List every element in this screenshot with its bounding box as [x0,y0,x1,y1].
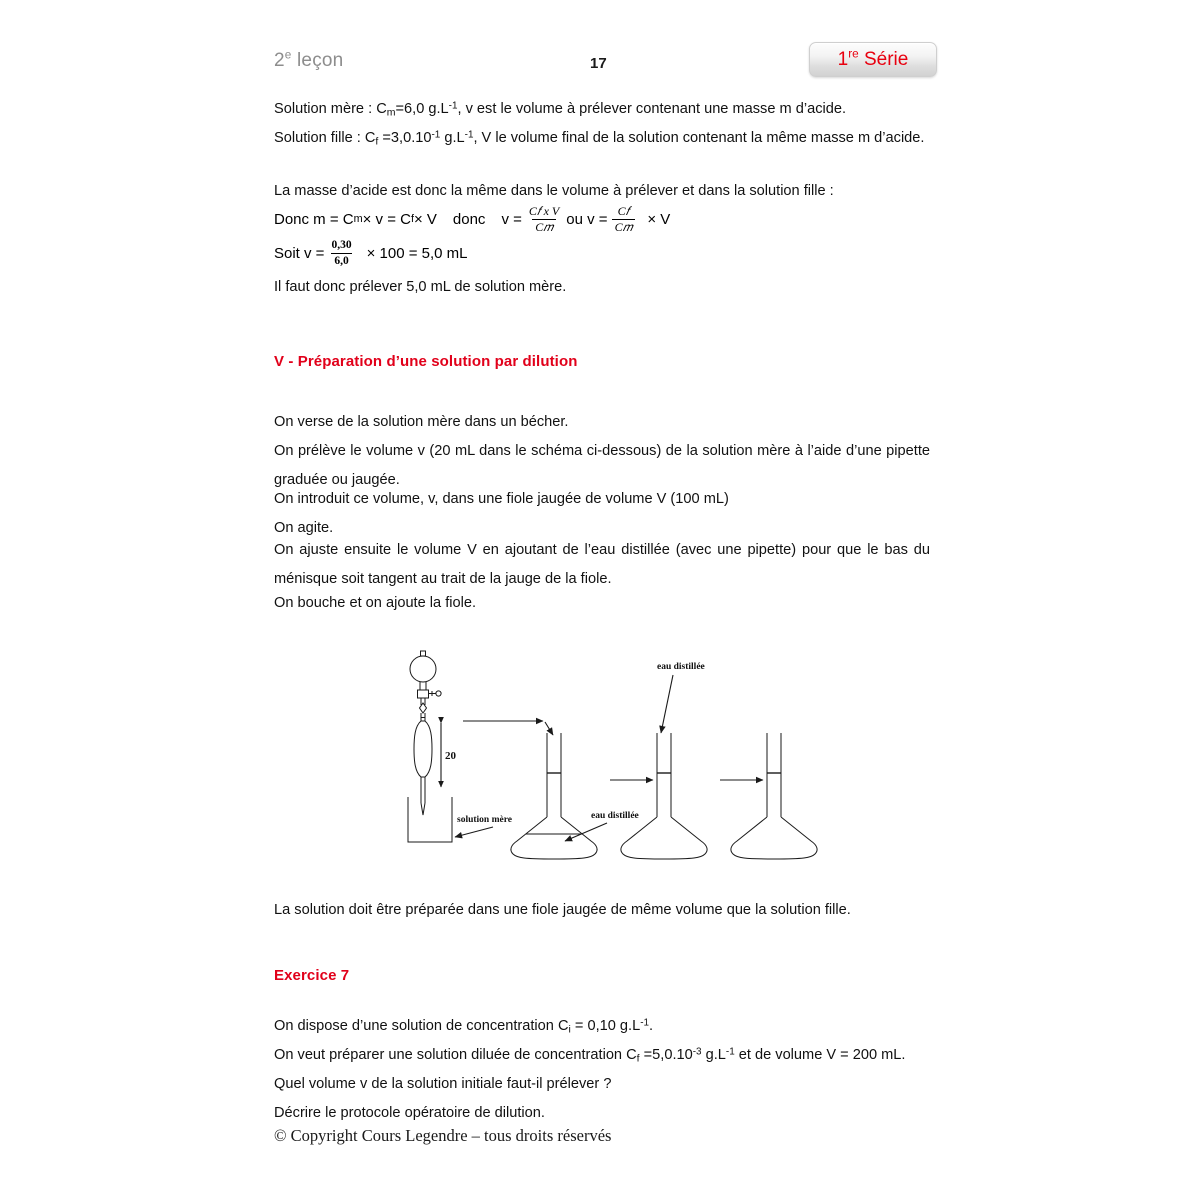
lesson-label [274,50,343,72]
series-number: 1 [837,48,849,70]
intro-line-3-text: La masse d’acide est donc la même dans le volume à prélever et dans la solution fille : [274,183,834,199]
section-v-heading-text: V - Préparation d’une solution par dilution [274,353,578,370]
eq1-fraction-2-denominator: C𝑚 [612,219,636,234]
section-v-p6-text: On bouche et on ajoute la fiole. [274,595,477,611]
page-header [0,0,1200,92]
eq1-fraction-2 [612,205,636,233]
eq2-tail: × 100 = 5,0 mL [366,244,468,262]
intro-line-3 [274,177,834,206]
intro-line-2-part-c: g.L [440,130,465,146]
equation-3-conclusion [274,273,566,302]
eq1-fraction-1-denominator: C𝑚 [532,219,556,234]
intro-line-2-superscript-1: -1 [431,129,441,141]
eq1-fraction-1 [526,205,562,233]
series-badge [809,42,937,77]
exercise-line-1-part-b: = 0,10 g.L [570,1018,641,1034]
solution-mere-label: solution mère [457,815,512,825]
intro-line-1 [274,95,846,124]
series-badge-label [838,49,909,71]
section-v-conclusion [274,896,930,925]
eq1-tail: × V [647,210,671,228]
lesson-ordinal-suffix: e [284,48,292,62]
intro-line-1-part-b: =6,0 g.L [395,101,449,117]
eq1-ou: ou v = [566,210,608,228]
section-v-p5-text: On ajuste ensuite le volume V en ajoutant de l’eau distillée (avec une pipette) pour que le bas du ménisque soit tangent au trait de la jauge de la fiole. [274,542,930,587]
lesson-word: leçon [291,50,344,71]
copyright-footer: © Copyright Cours Legendre – tous droits réservés [274,1126,612,1145]
section-v-paragraph-3 [274,485,930,514]
exercise-line-3 [274,1070,611,1099]
eq1-after: × V [413,210,437,228]
intro-line-2-part-b: =3,0.10 [378,130,432,146]
intro-line-2 [274,124,924,153]
exercise-line-2-part-a: On veut préparer une solution diluée de concentration C [274,1047,637,1063]
eq2-fraction-denominator: 6,0 [331,253,351,267]
exercise-line-2-superscript-2: -1 [725,1046,735,1058]
exercise-line-2-part-c: g.L [701,1047,726,1063]
section-v-paragraph-6 [274,589,930,618]
exercise-line-2-subscript: f [636,1052,640,1065]
eq1-prefix: Donc m = C [274,210,354,228]
lesson-number: 2 [274,50,285,71]
intro-line-1-subscript: m [386,106,396,119]
section-v-paragraph-1 [274,408,930,437]
section-v-p2-text: On prélève le volume v (20 mL dans le schéma ci-dessous) de la solution mère à l’aide d’une pipette graduée ou jaugée. [274,443,930,488]
eq1-donc: donc [452,210,486,228]
equation-2 [274,237,467,269]
exercise-line-1-part-a: On dispose d’une solution de concentration C [274,1018,569,1034]
eq2-prefix: Soit v = [274,244,325,262]
intro-line-2-superscript-2: -1 [464,129,474,141]
intro-line-2-subscript: f [375,135,379,148]
exercise-line-2 [274,1041,905,1070]
dilution-apparatus-diagram [395,645,825,865]
eq2-fraction [328,239,354,266]
intro-line-2-part-d: , V le volume final de la solution contenant la même masse m d’acide. [473,130,925,146]
exercise-line-2-superscript-1: -3 [692,1046,702,1058]
section-v-heading [274,353,577,370]
equation-3-text: Il faut donc prélever 5,0 mL de solution mère. [274,279,567,295]
exercise-line-1-superscript: -1 [640,1017,650,1029]
exercise-line-1-part-c: . [649,1018,654,1034]
series-word: Série [858,48,909,70]
exercise-line-3-text: Quel volume v de la solution initiale faut-il prélever ? [274,1076,612,1092]
exercise-line-1 [274,1012,653,1041]
series-ordinal-suffix: re [848,47,859,61]
exercise-heading-text: Exercice 7 [274,967,350,984]
section-v-p4-text: On agite. [274,520,334,536]
intro-line-1-part-c: , v est le volume à prélever contenant une masse m d’acide. [457,101,847,117]
exercise-heading [274,967,349,984]
eau-distillee-label-2: eau distillée [657,662,705,672]
exercise-line-1-subscript: i [568,1023,571,1036]
eq1-fraction-2-numerator: C𝑓 [617,203,630,218]
section-v-conclusion-text: La solution doit être préparée dans une fiole jaugée de même volume que la solution fille. [274,902,851,918]
eq1-fraction-1-numerator: C𝑓 x V [528,203,560,218]
eq1-v-equals: v = [501,210,522,228]
section-v-paragraph-5 [274,536,930,594]
eq2-fraction-numerator: 0,30 [331,239,352,252]
section-v-p1-text: On verse de la solution mère dans un bécher. [274,414,569,430]
section-v-p3-text: On introduit ce volume, v, dans une fiole jaugée de volume V (100 mL) [274,491,729,507]
exercise-line-2-part-b: =5,0.10 [639,1047,693,1063]
eau-distillee-label-1: eau distillée [591,811,639,821]
pipette-volume-label: 20 [445,750,456,762]
intro-line-1-superscript: -1 [448,100,458,112]
exercise-line-4-text: Décrire le protocole opératoire de dilution. [274,1105,545,1121]
exercise-line-4 [274,1099,545,1128]
intro-line-1-part-a: Solution mère : C [274,101,387,117]
equation-1: Donc m = C m × v = C f × V donc v = $\frac{\text{C𝑓 x V}}{\text{C𝑚}}$ ou v = $\frac{\text{C𝑓}}{\text{C𝑚}}$ × V [274,203,671,234]
intro-line-2-part-a: Solution fille : C [274,130,376,146]
page-number: 17 [590,55,607,72]
exercise-line-2-part-d: et de volume V = 200 mL. [734,1047,906,1063]
eq1-middle: × v = C [362,210,411,228]
